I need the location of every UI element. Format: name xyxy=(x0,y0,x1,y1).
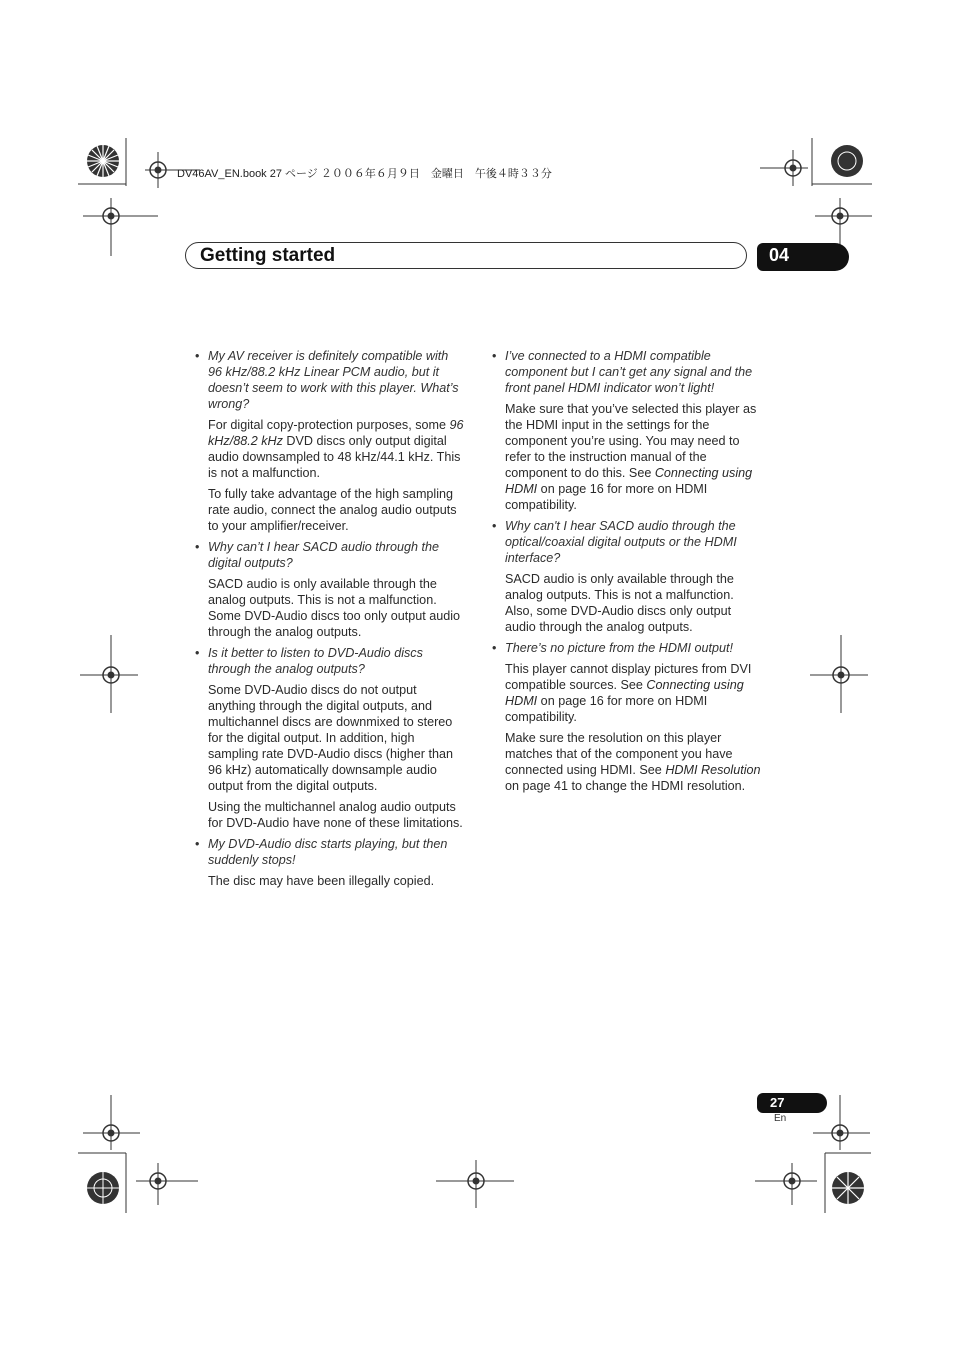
page-language: En xyxy=(774,1113,787,1124)
faq-answer xyxy=(492,401,762,513)
section-header xyxy=(185,242,747,269)
answer-text: Using the multichannel analog audio outputs for DVD-Audio have none of these limitations. xyxy=(208,800,463,830)
crop-mark-bottom-left xyxy=(78,1095,203,1215)
answer-text: This player cannot display pictures from DVI compatible sources. See xyxy=(505,662,752,692)
bullet-icon: • xyxy=(195,349,200,363)
cross-reference: HDMI Resolution xyxy=(665,763,761,777)
chapter-tab xyxy=(757,243,849,271)
page-number: 27 xyxy=(770,1095,785,1110)
faq-answer xyxy=(195,417,465,481)
faq-question-text: My AV receiver is definitely compatible with 96 kHz/88.2 kHz Linear PCM audio, but it doesn’t seem to work with this player. What’s wrong? xyxy=(208,349,459,411)
section-title: Getting started xyxy=(200,245,336,266)
bullet-icon: • xyxy=(195,837,200,851)
left-column xyxy=(195,348,465,894)
faq-question-text: My DVD-Audio disc starts playing, but then suddenly stops! xyxy=(208,837,448,867)
faq-answer xyxy=(492,571,762,635)
crop-mark-top-right xyxy=(760,138,875,258)
faq-question xyxy=(492,640,762,656)
answer-text: For digital copy-protection purposes, some xyxy=(208,418,450,432)
bullet-icon: • xyxy=(492,641,497,655)
answer-text: The disc may have been illegally copied. xyxy=(208,874,435,888)
chapter-number: 04 xyxy=(769,245,790,265)
answer-text: DVD discs only output digital audio downsampled to 48 kHz/44.1 kHz. This is not a malfunction. xyxy=(208,434,461,480)
bullet-icon: • xyxy=(195,540,200,554)
answer-text: on page 41 to change the HDMI resolution. xyxy=(505,779,746,793)
faq-question xyxy=(195,348,465,412)
bullet-icon: • xyxy=(195,646,200,660)
print-info-line: DV46AV_EN.book 27 ページ ２００６年６月９日 金曜日 午後４時３３分 xyxy=(177,168,552,180)
faq-question-text: There’s no picture from the HDMI output! xyxy=(505,641,733,655)
faq-question xyxy=(492,348,762,396)
faq-answer xyxy=(492,661,762,725)
cross-reference: Connecting using HDMI xyxy=(505,678,744,708)
crop-mark-middle-left xyxy=(80,635,140,715)
faq-question-text: Why can’t I hear SACD audio through the digital outputs? xyxy=(208,540,440,570)
faq-answer xyxy=(195,873,465,889)
cross-reference: 96 kHz/88.2 kHz xyxy=(208,418,464,448)
faq-question xyxy=(492,518,762,566)
bullet-icon: • xyxy=(492,519,497,533)
bullet-icon: • xyxy=(492,349,497,363)
faq-answer xyxy=(195,486,465,534)
crop-mark-bottom-right xyxy=(755,1095,873,1215)
answer-text: on page 16 for more on HDMI compatibility. xyxy=(505,694,708,724)
answer-text: SACD audio is only available through the analog outputs. This is not a malfunction. Some DVD-Audio discs too only output audio through the analog outputs. xyxy=(208,577,461,639)
faq-answer xyxy=(195,682,465,794)
answer-text: on page 16 for more on HDMI compatibility. xyxy=(505,482,708,512)
faq-question-text: Why can't I hear SACD audio through the optical/coaxial digital outputs or the HDMI interface? xyxy=(505,519,737,565)
faq-question xyxy=(195,539,465,571)
faq-answer xyxy=(492,730,762,794)
answer-text: SACD audio is only available through the analog outputs. This is not a malfunction. Also, some DVD-Audio discs only output audio through the analog outputs. xyxy=(505,572,734,634)
answer-text: Some DVD-Audio discs do not output anything through the digital outputs, and multichannel discs are downmixed to stereo for the digital output. In addition, high sampling rate DVD-Audio discs (higher than 96 kHz) automatically downsample audio output from the digital outputs. xyxy=(208,683,453,793)
faq-question-text: Is it better to listen to DVD-Audio discs through the analog outputs? xyxy=(208,646,423,676)
page-number-tab xyxy=(757,1093,827,1113)
faq-answer xyxy=(195,576,465,640)
answer-text: Make sure that you’ve selected this player as the HDMI input in the settings for the component you’re using. You may need to refer to the instruction manual of the component to do this. See xyxy=(505,402,757,480)
faq-question xyxy=(195,645,465,677)
faq-question xyxy=(195,836,465,868)
crop-mark-bottom-center xyxy=(436,1160,516,1210)
right-column xyxy=(492,348,762,799)
cross-reference: Connecting using HDMI xyxy=(505,466,753,496)
answer-text: Make sure the resolution on this player matches that of the component you have connected using HDMI. See xyxy=(505,731,733,777)
faq-question-text: I’ve connected to a HDMI compatible component but I can’t get any signal and the front panel HDMI indicator won’t light! xyxy=(505,349,753,395)
faq-answer xyxy=(195,799,465,831)
answer-text: To fully take advantage of the high sampling rate audio, connect the analog audio outputs to your amplifier/receiver. xyxy=(208,487,457,533)
crop-mark-middle-right xyxy=(810,635,870,715)
